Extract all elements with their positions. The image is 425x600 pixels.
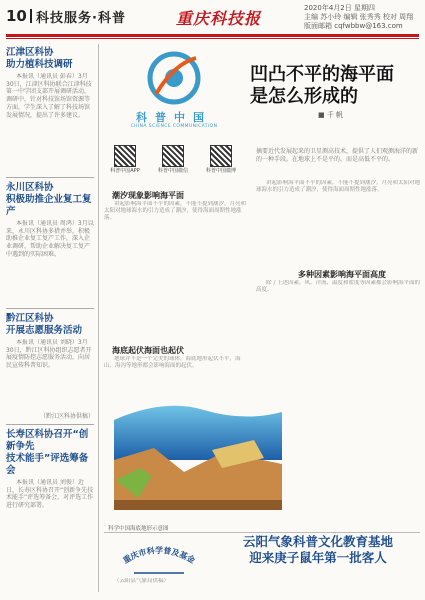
section-subhead: 海底起伏海面也起伏: [112, 346, 184, 355]
news-headline: 长寿区科协召开“创新争先 技术能手”评选筹备会: [6, 429, 89, 476]
feature-continued-text: 讲起影响海平面不平的因素，不能不提到潮汐。月亮和太阳对地球海水的引力造成了潮汐，使得海面周期性地涨落。: [256, 180, 420, 193]
news-item: [6, 429, 94, 549]
qr-code-icon: [114, 145, 136, 167]
page-header: [6, 4, 419, 34]
header-info: [304, 4, 413, 31]
news-body: 本报讯（通讯员 刘俊）近日，长寿区科协召开“创新争先技术能手”评选筹备会，对评选工作进行研究部署。: [6, 479, 94, 510]
crust-layer-shape: [114, 500, 282, 510]
svg-text:重庆市科学普及基金: [121, 545, 197, 565]
logo-english-text: CHINA SCIENCE COMMUNICATION: [130, 124, 218, 129]
page-number: 10: [6, 7, 27, 25]
qr-code[interactable]: [108, 145, 142, 183]
qr-code[interactable]: [156, 145, 190, 183]
feature-intro: 摘要近代发展起来的卫星测高技术，提供了人们观测海洋的新的一种手段。在地球上不是平的，而是高低不平的。: [256, 148, 419, 163]
news-item: [6, 47, 94, 173]
qr-label: 科普中国APP: [110, 168, 140, 174]
divider: [6, 308, 94, 309]
news-item: [6, 313, 94, 420]
section-body: 地球并不是一个完美的球体，海底地形起伏不平，海山、海沟等地形都会影响海面的起伏。: [104, 356, 241, 369]
section-body: 讲起影响海平面不平的因素，不能不提到潮汐。月亮和太阳对地球海水的引力造成了潮汐，使得海面周期性地涨落。: [104, 201, 247, 221]
news-body: 本报讯（通讯员 彭春）3月30日，江津区科协联合江津科技第一中学团支部开展调研活动，调研中，针对科技馆场馆资源等方面，学生深入了解了科技场馆发展情况，提出了许多建议。: [6, 73, 92, 119]
news-headline-bottom: 云阳气象科普文化教育基地 迎来庚子鼠年第一批客人: [242, 534, 393, 565]
news-signature: （黔江区科协供稿）: [39, 413, 94, 420]
newspaper-brand: 重庆科技报: [176, 9, 262, 28]
header-divider: [30, 9, 32, 23]
kepu-logo-icon: [104, 44, 244, 108]
qr-label: 科普中国微信: [157, 168, 188, 174]
header-info-line: 主编 苏小玲 编辑 张秀秀 校对 周翔: [304, 13, 414, 21]
left-news-column: [6, 44, 94, 592]
ocean-floor-diagram: [104, 380, 284, 520]
qr-code-row: [108, 145, 248, 185]
section-title: 科技服务·科普: [36, 11, 126, 26]
header-info-line: 2020年4月2日 星期四: [304, 4, 375, 12]
column-rule: [98, 44, 99, 592]
header-rule: [6, 34, 419, 37]
kepu-china-logo: [104, 44, 244, 134]
qr-code-icon: [162, 145, 184, 167]
news-headline: 永川区科协 积极助推企业复工复产: [6, 182, 92, 217]
divider: [6, 424, 94, 425]
qr-label: 科普中国微博: [205, 168, 236, 174]
divider: [6, 177, 94, 178]
badge-text: 重庆市科学普及基金: [121, 546, 197, 566]
news-body: 本报讯（通讯员 周鸿）3月以来，永川区科协多措并举，积极助推企业复工复产工作，深入企业调研，帮助企业解决复工复产中遇到的实际困难。: [6, 220, 94, 258]
qr-code[interactable]: [204, 145, 238, 183]
news-signature-bottom: （云阳县气象局供稿）: [114, 578, 170, 584]
header-info-line: 版面邮箱 cqfwbbw@163.com: [304, 22, 403, 30]
feature-title: 凹凸不平的海平面 是怎么形成的: [250, 64, 394, 107]
news-body: 本报讯（通讯员 刘晓）3月30日，黔江区科协组织志愿者开展疫情防控志愿服务活动，向居民宣传科普知识。: [6, 339, 92, 370]
news-headline: 江津区科协 助力植科技调研: [6, 47, 73, 70]
section-subhead: 潮汐现象影响海平面: [112, 191, 184, 200]
section-body: 除了上述因素，风、洋流、温度和盐度等因素都会影响海平面的高度。: [256, 280, 420, 293]
science-fund-badge: [104, 536, 214, 576]
qr-code-icon: [210, 145, 232, 167]
logo-chinese-text: 科普中国: [136, 111, 212, 124]
header-rule-thin: [6, 38, 419, 39]
news-headline: 黔江区科协 开展志愿服务活动: [6, 313, 83, 336]
news-item: [6, 182, 94, 304]
feature-author: ■ 千 帆: [318, 111, 344, 119]
diagram-caption: 科学中国海底地形示意图: [108, 526, 169, 532]
section-divider: [104, 532, 420, 533]
section-subhead: 多种因素影响海平面高度: [298, 270, 386, 279]
